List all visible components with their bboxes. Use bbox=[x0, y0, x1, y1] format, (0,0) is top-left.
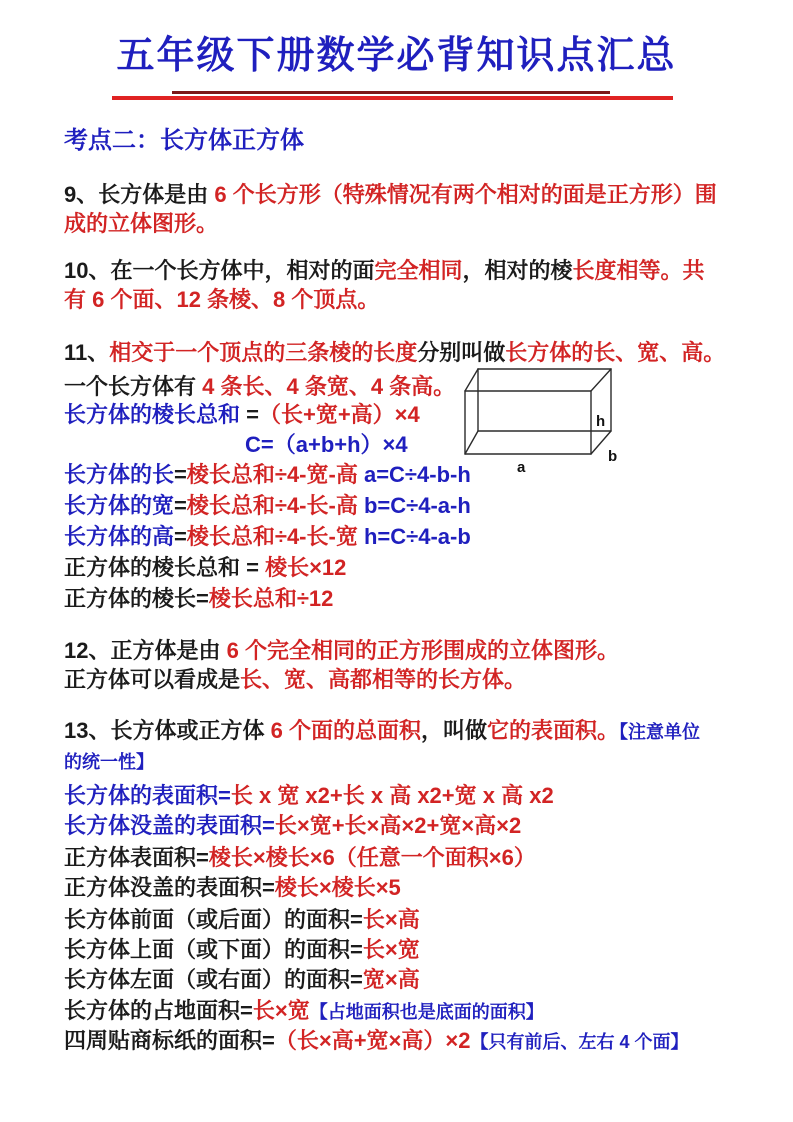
text-segment: 分别叫做 bbox=[417, 340, 506, 365]
text-segment: 有 6 个面、12 条棱、8 个顶点。 bbox=[64, 287, 380, 312]
text-segment: 9、长方体是由 bbox=[64, 182, 215, 207]
text-line bbox=[64, 813, 521, 838]
text-line bbox=[64, 783, 554, 808]
text-segment: 长方体前面（或后面）的面积= bbox=[64, 907, 363, 932]
text-line bbox=[64, 998, 544, 1025]
text-line bbox=[64, 211, 218, 236]
text-line bbox=[64, 907, 420, 932]
text-segment: 四周贴商标纸的面积= bbox=[64, 1028, 275, 1053]
text-line bbox=[64, 748, 154, 775]
text-segment: 正方体没盖的表面积= bbox=[64, 875, 275, 900]
text-segment: h=C÷4-a-b bbox=[357, 524, 471, 549]
text-line bbox=[64, 586, 333, 611]
text-line bbox=[64, 462, 471, 487]
text-segment: ，相对的棱 bbox=[462, 258, 573, 283]
text-segment: 相交于一个顶点的三条棱的长度 bbox=[109, 340, 418, 365]
text-segment: 13、长方体或正方体 bbox=[64, 718, 271, 743]
text-segment: 宽×高 bbox=[362, 967, 420, 992]
text-segment: 12、正方体是由 bbox=[64, 638, 227, 663]
text-segment: = bbox=[240, 402, 259, 427]
text-line bbox=[245, 432, 408, 457]
text-segment: 长×宽+长×高×2+宽×高×2 bbox=[274, 813, 522, 838]
text-segment: 长度相等。共 bbox=[572, 258, 705, 283]
text-line bbox=[64, 1028, 689, 1055]
text-segment: = bbox=[174, 462, 187, 487]
text-segment: 长、宽、高都相等的长方体。 bbox=[240, 667, 527, 692]
text-segment: 成的立体图形。 bbox=[64, 211, 219, 236]
text-line bbox=[64, 667, 526, 692]
text-segment: 长方体左面（或右面）的面积= bbox=[64, 967, 363, 992]
title-underline-dark bbox=[172, 91, 610, 94]
text-segment: 长方体没盖的表面积= bbox=[64, 813, 275, 838]
text-line bbox=[64, 374, 455, 399]
text-segment: 长方体的表面积= bbox=[64, 783, 231, 808]
text-line bbox=[64, 493, 471, 518]
text-line bbox=[64, 937, 420, 962]
text-segment: 长方体的长 bbox=[64, 462, 175, 487]
text-line bbox=[64, 182, 717, 207]
text-line bbox=[64, 967, 420, 992]
text-segment: 长方体上面（或下面）的面积= bbox=[64, 937, 363, 962]
text-line bbox=[64, 287, 379, 312]
text-line bbox=[64, 845, 536, 870]
text-segment: 棱长总和÷12 bbox=[208, 586, 334, 611]
text-segment: 一个长方体有 bbox=[64, 374, 203, 399]
text-segment: 它的表面积。 bbox=[486, 718, 619, 743]
text-segment: （长×高+宽×高）×2 bbox=[274, 1028, 471, 1053]
page-title: 五年级下册数学必背知识点汇总 bbox=[116, 35, 677, 77]
text-line bbox=[64, 555, 346, 580]
text-segment: 【占地面积也是底面的面积】 bbox=[309, 1002, 544, 1022]
text-segment: 棱长×12 bbox=[265, 555, 347, 580]
text-segment: 6 个完全相同的正方形围成的立体图形。 bbox=[226, 638, 619, 663]
section-heading: 考点二：长方体正方体 bbox=[64, 127, 304, 154]
text-segment: 长×高 bbox=[362, 907, 420, 932]
text-segment: 正方体的棱长= bbox=[64, 586, 209, 611]
text-segment: 棱长总和÷4-长-高 bbox=[186, 493, 358, 518]
edge-label-a: a bbox=[517, 459, 526, 476]
text-segment: 长方体的占地面积= bbox=[64, 998, 253, 1023]
text-segment: 的统一性】 bbox=[64, 752, 154, 772]
cuboid-diagram bbox=[459, 360, 627, 480]
text-segment: b=C÷4-a-h bbox=[357, 493, 471, 518]
text-segment: 长方体的高 bbox=[64, 524, 175, 549]
text-segment: 完全相同 bbox=[374, 258, 463, 283]
text-segment: 6 个面的总面积 bbox=[270, 718, 421, 743]
text-line bbox=[64, 638, 619, 663]
text-segment: 棱长×棱长×6（任意一个面积×6） bbox=[208, 845, 536, 870]
text-segment: 正方体的棱长总和 = bbox=[64, 555, 266, 580]
text-line bbox=[64, 258, 705, 283]
text-segment: （长+宽+高）×4 bbox=[258, 402, 420, 427]
text-line bbox=[64, 402, 420, 427]
text-segment: C=（a+b+h）×4 bbox=[245, 432, 408, 457]
edge-label-h: h bbox=[596, 413, 606, 430]
title-underline-red bbox=[112, 96, 673, 100]
text-line bbox=[64, 718, 700, 745]
text-segment: 正方体可以看成是 bbox=[64, 667, 241, 692]
text-segment: 4 条长、4 条宽、4 条高。 bbox=[202, 374, 456, 399]
text-segment: = bbox=[174, 524, 187, 549]
text-segment: 棱长×棱长×5 bbox=[274, 875, 401, 900]
text-segment: ，叫做 bbox=[420, 718, 487, 743]
text-segment: 6 个长方形（特殊情况有两个相对的面是正方形）围 bbox=[214, 182, 717, 207]
text-segment: 正方体表面积= bbox=[64, 845, 209, 870]
text-segment: 长方体的棱长总和 bbox=[64, 402, 241, 427]
text-segment: a=C÷4-b-h bbox=[357, 462, 471, 487]
text-segment: 10、在一个长方体中，相对的面 bbox=[64, 258, 375, 283]
text-segment: 长 x 宽 x2+长 x 高 x2+宽 x 高 x2 bbox=[230, 783, 554, 808]
text-segment: 长×宽 bbox=[362, 937, 420, 962]
edge-label-b: b bbox=[608, 448, 618, 465]
text-segment: 棱长总和÷4-长-宽 bbox=[186, 524, 358, 549]
text-line bbox=[64, 524, 471, 549]
text-segment: 棱长总和÷4-宽-高 bbox=[186, 462, 358, 487]
text-segment: 【注意单位 bbox=[618, 722, 700, 742]
text-segment: = bbox=[174, 493, 187, 518]
text-line bbox=[64, 875, 401, 900]
text-segment: 【只有前后、左右 4 个面】 bbox=[470, 1032, 689, 1052]
text-segment: 长方体的宽 bbox=[64, 493, 175, 518]
text-segment: 长×宽 bbox=[252, 998, 310, 1023]
text-segment: 长方体的长、宽、高。 bbox=[505, 340, 726, 365]
text-segment: 11、 bbox=[64, 340, 110, 365]
